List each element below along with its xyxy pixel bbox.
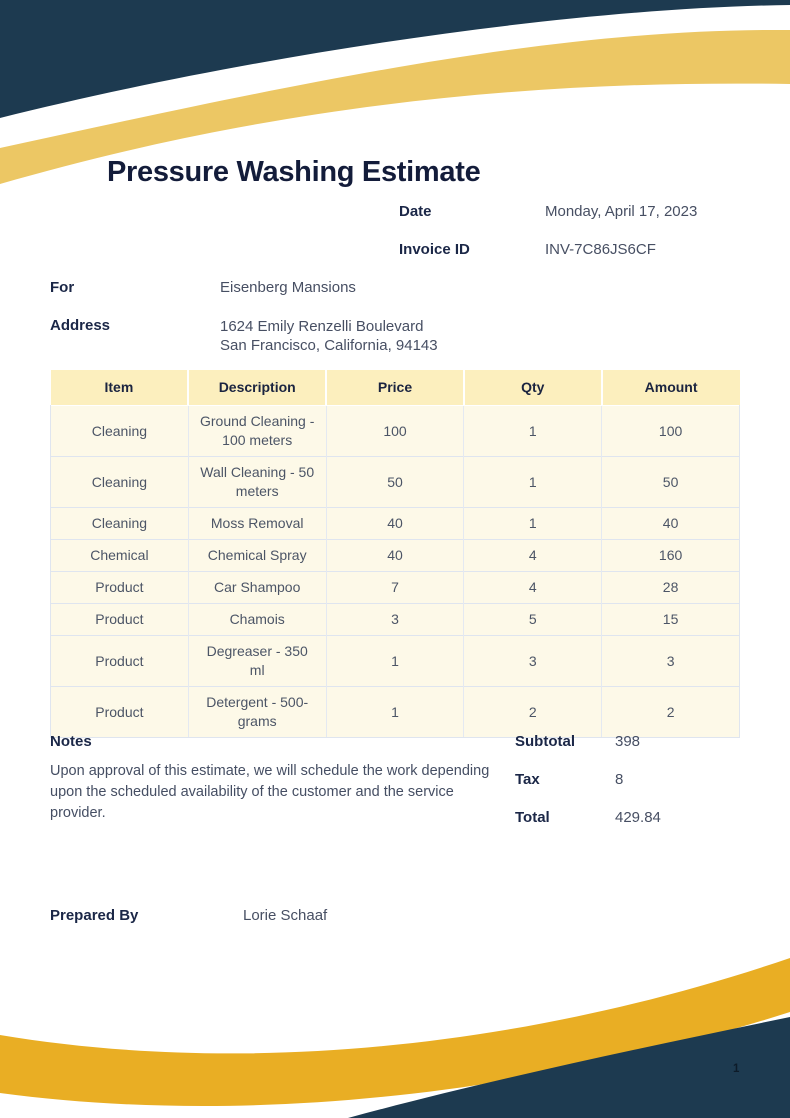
subtotal-value: 398 (615, 733, 641, 750)
cell-item: Cleaning (51, 406, 189, 457)
cell-price: 100 (326, 406, 464, 457)
cell-qty: 1 (464, 406, 602, 457)
items-table-body (51, 406, 740, 738)
cell-amount: 3 (602, 636, 740, 687)
cell-price: 3 (326, 604, 464, 636)
notes-text: Upon approval of this estimate, we will schedule the work depending upon the scheduled availability of the customer and the service provider. (50, 763, 490, 821)
invoice-meta (399, 203, 759, 279)
items-table (50, 370, 740, 738)
recipient-block (50, 279, 510, 375)
cell-item: Product (51, 604, 189, 636)
invoice-id-row (399, 241, 759, 259)
address-line-2: San Francisco, California, 94143 (220, 337, 438, 354)
cell-amount: 15 (602, 604, 740, 636)
cell-item: Product (51, 687, 189, 738)
cell-qty: 1 (464, 457, 602, 508)
page-number: 1 (733, 1063, 740, 1075)
cell-price: 40 (326, 508, 464, 540)
cell-item: Cleaning (51, 457, 189, 508)
prepared-by-label: Prepared By (50, 907, 139, 924)
invoice-id-label: Invoice ID (399, 241, 470, 258)
cell-item: Product (51, 636, 189, 687)
cell-price: 1 (326, 687, 464, 738)
subtotal-label: Subtotal (515, 733, 575, 750)
for-row (50, 279, 510, 297)
table-row (51, 406, 740, 457)
bottom-wave-decoration (0, 950, 790, 1118)
column-header-price: Price (326, 370, 464, 406)
notes-block (50, 733, 508, 824)
tax-row (515, 771, 755, 789)
table-row (51, 540, 740, 572)
date-value: Monday, April 17, 2023 (545, 203, 698, 220)
column-header-qty: Qty (464, 370, 602, 406)
cell-item: Cleaning (51, 508, 189, 540)
cell-description: Detergent - 500-grams (188, 687, 326, 738)
tax-label: Tax (515, 771, 540, 788)
table-row (51, 604, 740, 636)
column-header-description: Description (188, 370, 326, 406)
cell-qty: 1 (464, 508, 602, 540)
cell-item: Chemical (51, 540, 189, 572)
address-label: Address (50, 317, 111, 334)
address-value (220, 317, 438, 355)
summary-block (515, 733, 755, 847)
address-row (50, 317, 510, 355)
for-label: For (50, 279, 75, 296)
table-row (51, 508, 740, 540)
cell-description: Car Shampoo (188, 572, 326, 604)
page-title: Pressure Washing Estimate (107, 156, 481, 188)
cell-description: Wall Cleaning - 50 meters (188, 457, 326, 508)
column-header-item: Item (51, 370, 189, 406)
prepared-by-value: Lorie Schaaf (243, 907, 328, 924)
cell-price: 40 (326, 540, 464, 572)
table-row (51, 687, 740, 738)
cell-qty: 5 (464, 604, 602, 636)
cell-description: Chamois (188, 604, 326, 636)
cell-description: Chemical Spray (188, 540, 326, 572)
date-label: Date (399, 203, 432, 220)
cell-price: 50 (326, 457, 464, 508)
address-line-1: 1624 Emily Renzelli Boulevard (220, 318, 424, 335)
tax-value: 8 (615, 771, 624, 788)
notes-label: Notes (50, 733, 92, 750)
subtotal-row (515, 733, 755, 751)
cell-price: 1 (326, 636, 464, 687)
cell-qty: 4 (464, 540, 602, 572)
cell-qty: 3 (464, 636, 602, 687)
cell-amount: 2 (602, 687, 740, 738)
cell-price: 7 (326, 572, 464, 604)
header-row (51, 370, 740, 406)
cell-amount: 40 (602, 508, 740, 540)
cell-qty: 4 (464, 572, 602, 604)
items-table-header (51, 370, 740, 406)
cell-amount: 50 (602, 457, 740, 508)
cell-amount: 28 (602, 572, 740, 604)
table-row (51, 572, 740, 604)
cell-item: Product (51, 572, 189, 604)
cell-description: Moss Removal (188, 508, 326, 540)
cell-qty: 2 (464, 687, 602, 738)
cell-amount: 160 (602, 540, 740, 572)
cell-description: Ground Cleaning - 100 meters (188, 406, 326, 457)
date-row (399, 203, 759, 221)
for-value: Eisenberg Mansions (220, 279, 356, 296)
total-row (515, 809, 755, 827)
table-row (51, 457, 740, 508)
prepared-by-block (50, 907, 510, 925)
column-header-amount: Amount (602, 370, 740, 406)
table-row (51, 636, 740, 687)
cell-amount: 100 (602, 406, 740, 457)
cell-description: Degreaser - 350 ml (188, 636, 326, 687)
total-value: 429.84 (615, 809, 661, 826)
invoice-id-value: INV-7C86JS6CF (545, 241, 656, 258)
total-label: Total (515, 809, 550, 826)
